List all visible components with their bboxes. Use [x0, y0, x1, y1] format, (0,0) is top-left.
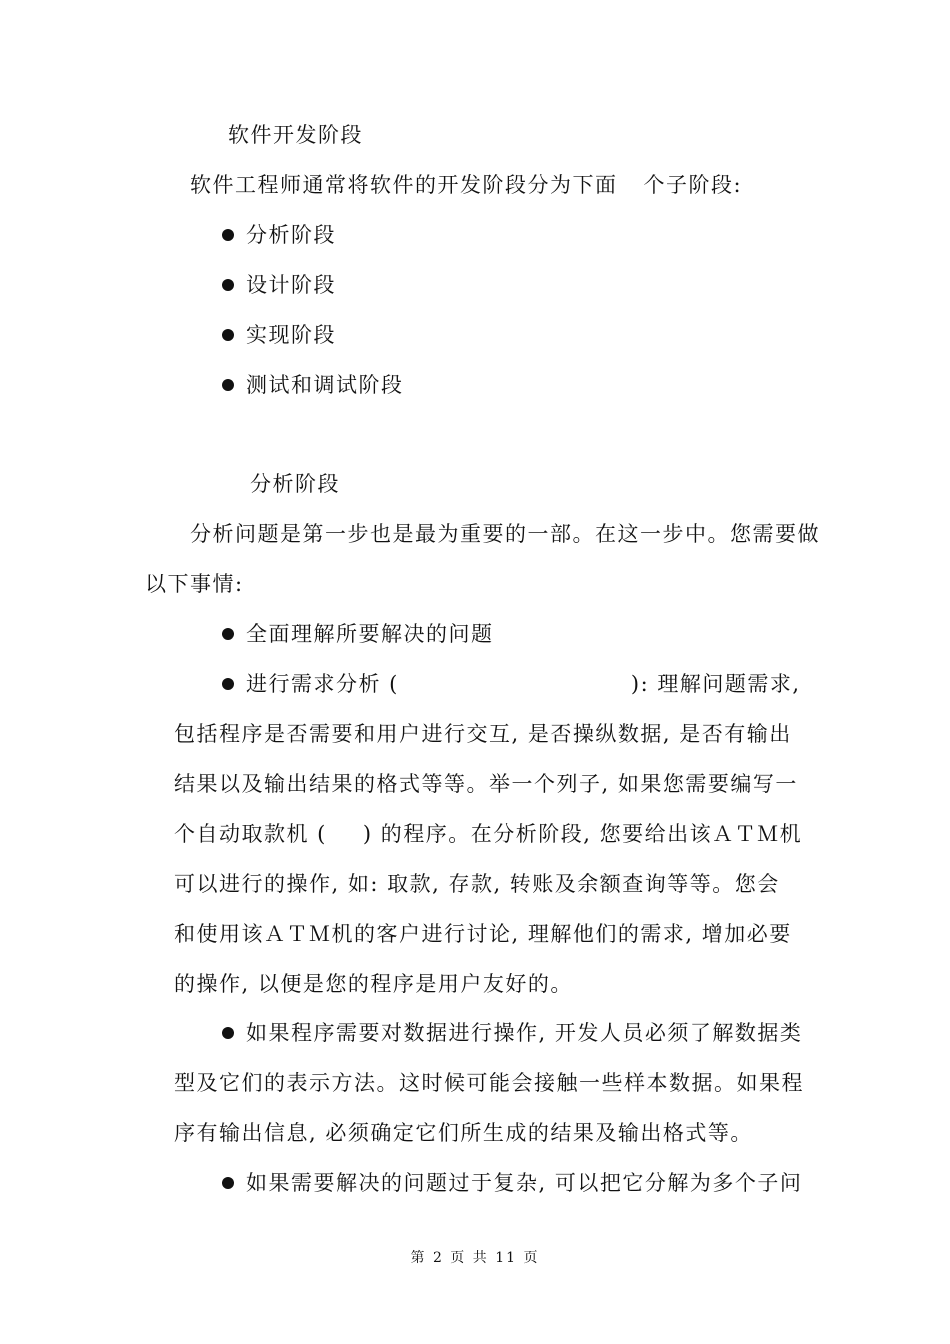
list-item: [222, 270, 336, 300]
intro-paragraph: [190, 170, 742, 200]
paragraph-line: 和使用该ＡＴＭ机的客户进行讨论, 理解他们的需求, 增加必要: [174, 922, 792, 946]
bullet-icon: [222, 678, 234, 690]
bullet-icon: [222, 229, 234, 241]
list-item: [222, 370, 404, 400]
bullet-icon: [222, 628, 234, 640]
stage-label: 设计阶段: [246, 273, 336, 297]
paragraph-text: ) 的程序。在分析阶段, 您要给出该ＡＴＭ机: [362, 822, 803, 846]
list-item-text: ): 理解问题需求,: [630, 672, 801, 696]
paragraph-text: 个自动取款机 (: [174, 822, 327, 846]
bullet-icon: [222, 1027, 234, 1039]
section-heading-software-dev: 软件开发阶段: [228, 123, 363, 147]
list-item-text: 进行需求分析 (: [246, 672, 399, 696]
paragraph-line: 结果以及输出结果的格式等等。举一个列子, 如果您需要编写一: [174, 772, 798, 796]
intro-text-a: 软件工程师通常将软件的开发阶段分为下面: [190, 173, 618, 197]
page-footer: 第 2 页 共 11 页: [410, 1250, 540, 1266]
bullet-icon: [222, 279, 234, 291]
list-item-text: 全面理解所要解决的问题: [246, 622, 494, 646]
paragraph-line: 型及它们的表示方法。这时候可能会接触一些样本数据。如果程: [174, 1071, 804, 1095]
stage-label: 分析阶段: [246, 223, 336, 247]
list-item: [222, 220, 336, 250]
intro-text-b: 个子阶段:: [643, 173, 743, 197]
bullet-icon: [222, 379, 234, 391]
paragraph-line: 以下事情:: [145, 572, 244, 596]
bullet-icon: [222, 329, 234, 341]
section-heading-analysis: 分析阶段: [250, 472, 340, 496]
list-item: [222, 1018, 802, 1048]
paragraph-line: 序有输出信息, 必须确定它们所生成的结果及输出格式等。: [174, 1121, 753, 1145]
list-item: [222, 669, 801, 699]
list-item-text: 如果程序需要对数据进行操作, 开发人员必须了解数据类: [246, 1021, 803, 1045]
list-item: [222, 619, 494, 649]
list-item: [222, 320, 336, 350]
paragraph-line: 分析问题是第一步也是最为重要的一部。在这一步中。您需要做: [190, 522, 820, 546]
list-item-text: 如果需要解决的问题过于复杂, 可以把它分解为多个子问: [246, 1171, 803, 1195]
paragraph-line: 包括程序是否需要和用户进行交互, 是否操纵数据, 是否有输出: [174, 722, 792, 746]
list-item: [222, 1168, 802, 1198]
stage-label: 测试和调试阶段: [246, 373, 404, 397]
paragraph-line: 可以进行的操作, 如: 取款, 存款, 转账及余额查询等等。您会: [174, 872, 780, 896]
paragraph-line: [174, 819, 802, 849]
stage-label: 实现阶段: [246, 323, 336, 347]
bullet-icon: [222, 1177, 234, 1189]
paragraph-line: 的操作, 以便是您的程序是用户友好的。: [174, 972, 573, 996]
